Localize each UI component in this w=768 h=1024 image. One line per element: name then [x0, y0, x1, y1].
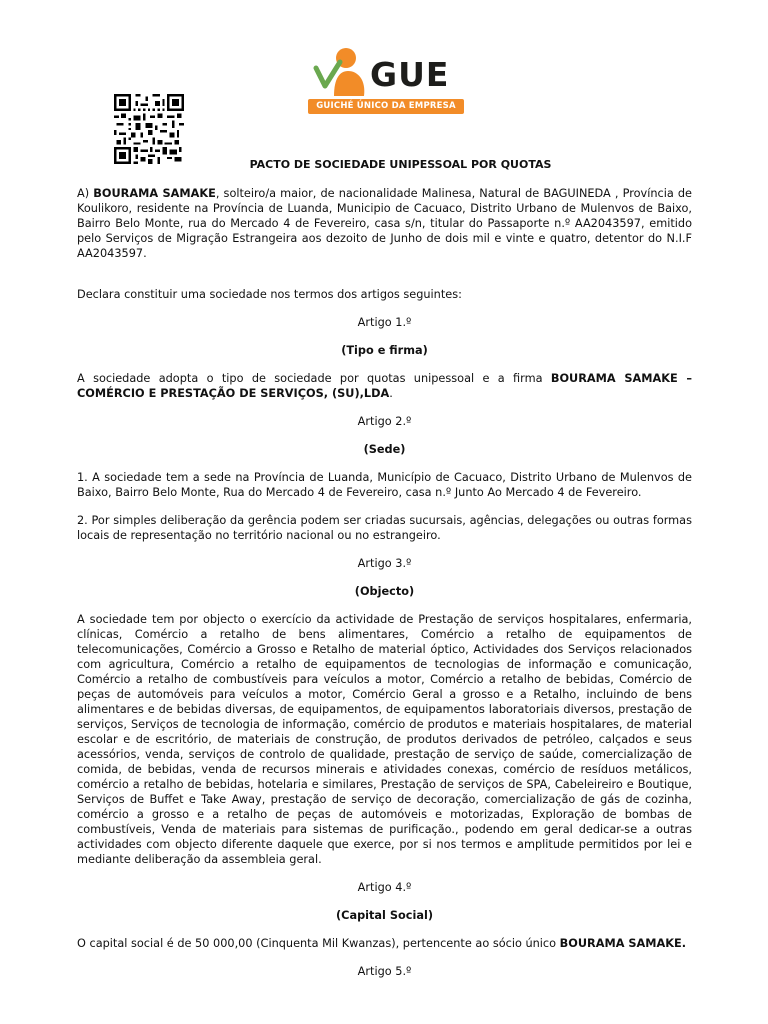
article-4-subheading: (Capital Social)	[336, 909, 433, 922]
document-title: PACTO DE SOCIEDADE UNIPESSOAL POR QUOTAS	[249, 158, 552, 171]
article-1-body: A sociedade adopta o tipo de sociedade por quotas unipessoal e a firma	[77, 372, 551, 385]
party-details: , solteiro/a maior, de nacionalidade Malinesa, Natural de BAGUINEDA , Província de Koulikoro, residente na Província de Luanda, Municipio de Cacuaco, Distrito Urbano de Mulenvos de Baixo, Bairro Belo Monte, rua do Mercado 4 de Fevereiro, casa s/n, titular do Passaporte n.º AA2043597, emitido pelo Serviços de Migração Estrangeira aos dezoito de Junho de dois mil e vinte e quatro, detentor do N.I.F AA2043597.	[77, 187, 692, 260]
article-1-heading: Artigo 1.º	[357, 316, 412, 329]
party-paragraph	[77, 186, 692, 261]
article-3-heading: Artigo 3.º	[357, 557, 412, 570]
article-4-body: O capital social é de 50 000,00 (Cinquenta Mil Kwanzas), pertencente ao sócio único	[77, 937, 560, 950]
article-4-text	[77, 936, 692, 951]
article-2-subheading: (Sede)	[363, 443, 406, 456]
article-1-end: .	[389, 387, 393, 400]
article-5-heading: Artigo 5.º	[357, 965, 412, 978]
declaration-paragraph: Declara constituir uma sociedade nos termos dos artigos seguintes:	[77, 288, 462, 301]
article-4-heading: Artigo 4.º	[357, 881, 412, 894]
article-1-subheading: (Tipo e firma)	[341, 344, 428, 357]
article-2-heading: Artigo 2.º	[357, 415, 412, 428]
owner-name: BOURAMA SAMAKE.	[559, 937, 687, 950]
firm-name: BOURAMA SAMAKE – COMÉRCIO E PRESTAÇÃO DE SERVIÇOS, (SU),LDA	[77, 372, 692, 400]
party-prefix: A)	[77, 187, 94, 200]
party-name: BOURAMA SAMAKE	[93, 187, 216, 200]
logo-tagline: GUICHÉ ÚNICO DA EMPRESA	[316, 101, 456, 111]
article-1-text	[77, 371, 692, 401]
document-content	[77, 154, 692, 979]
article-3-subheading: (Objecto)	[354, 585, 415, 598]
logo-brand-text: GUE	[370, 55, 450, 94]
article-2-para-1: 1. A sociedade tem a sede na Província de Luanda, Município de Cacuaco, Distrito Urbano de Mulenvos de Baixo, Bairro Belo Monte, Rua do Mercado 4 de Fevereiro, casa n.º Junto Ao Mercado 4 de Fevereiro.	[77, 471, 692, 499]
article-2-para-2: 2. Por simples deliberação da gerência podem ser criadas sucursais, agências, delegações ou outras formas locais de representação no território nacional ou no estrangeiro.	[77, 514, 692, 542]
article-3-text: A sociedade tem por objecto o exercício da actividade de Prestação de serviços hospitalares, enfermaria, clínicas, Comércio a retalho de bens alimentares, Comércio a retalho de equipamentos de telecomunicações, Comércio a Grosso e Retalho de material óptico, Actividades dos Serviços relacionados com agricultura, Comércio a retalho de equipamentos de tecnologias de informação e comunicação, Comércio a retalho de combustíveis para veículos a motor, Comércio a retalho de bebidas, Comércio de peças de automóveis para veículos a motor, Comércio Geral a grosso e a Retalho, incluindo de bens alimentares e de bebidas diversas, de equipamentos, de equipamentos laboratoriais diversos, prestação de serviços, Serviços de tecnologia de informação, comércio de produtos e materiais hospitalares, de material escolar e de escritório, de materiais de construção, de produtos derivados de petróleo, calçados e seus acessórios, venda, serviços de controlo de qualidade, prestação de serviço de saúde, comercialização de comida, de bebidas, venda de recursos minerais e atividades conexas, comércio de resíduos metálicos, comércio a retalho de bebidas, hotelaria e similares, Prestação de serviços de SPA, Cabeleireiro e Boutique, Serviços de Buffet e Take Away, prestação de serviço de decoração, comercialização de gás de cozinha, comércio a grosso e a retalho de peças de automóveis e motorizadas, Exploração de bombas de combustíveis, Venda de materiais para sistemas de purificação., podendo em geral dedicar-se a outras actividades com objecto diferente daquele que exerce, por si nos termos e amplitude permitidos por lei e mediante deliberação da assembleia geral.	[77, 613, 692, 866]
